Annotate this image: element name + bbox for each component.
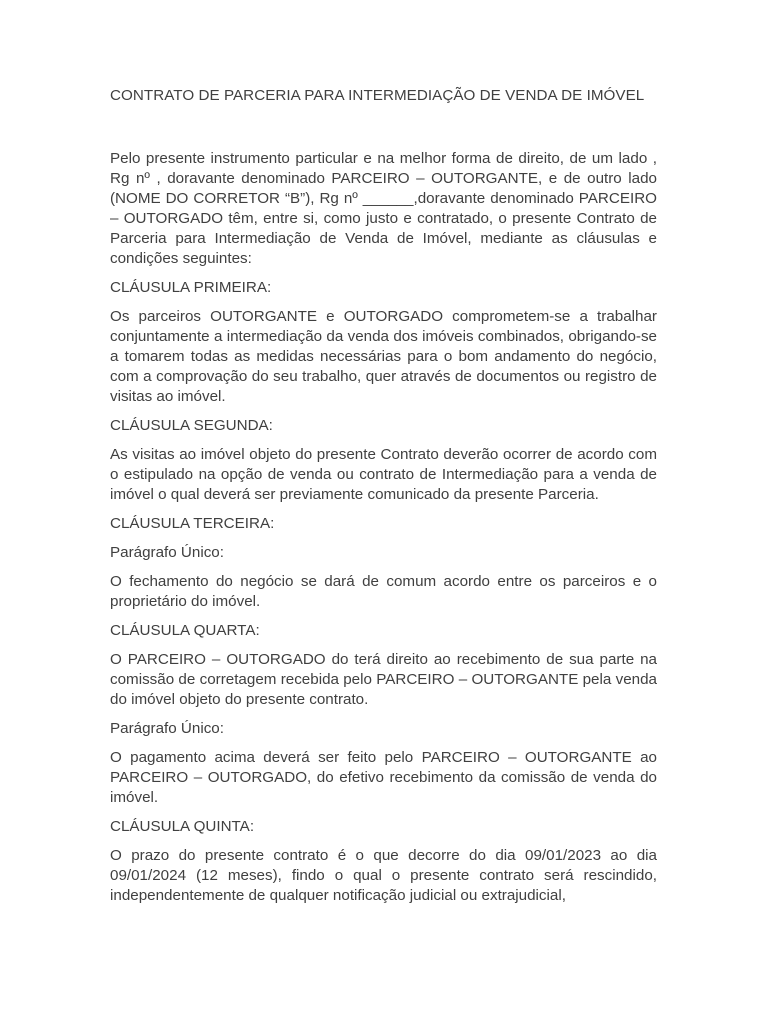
clause-heading-terceira: CLÁUSULA TERCEIRA: — [110, 515, 275, 532]
paragrafo-unico-heading: Parágrafo Único: — [110, 544, 224, 561]
clause-heading-segunda: CLÁUSULA SEGUNDA: — [110, 417, 273, 434]
clause-quinta-paragraph: O prazo do presente contrato é o que decorre do dia 09/01/2023 ao dia 09/01/2024 (12 meses), findo o qual o presente contrato será rescindido, independentemente de qualquer notificação judicial ou extrajudicial, — [110, 847, 657, 904]
clause-terceira-paragraph: O fechamento do negócio se dará de comum acordo entre os parceiros e o proprietário do imóvel. — [110, 573, 657, 610]
intro-paragraph: Pelo presente instrumento particular e na melhor forma de direito, de um lado , Rg nº , doravante denominado PARCEIRO – OUTORGANTE, e de outro lado (NOME DO CORRETOR “B”), Rg nº ______,doravante denominado PARCEIRO – OUTORGADO têm, entre si, como justo e contratado, o presente Contrato de Parceria para Intermediação de Venda de Imóvel, mediante as cláusulas e condições seguintes: — [110, 150, 657, 267]
clause-quarta-paragraph: O PARCEIRO – OUTORGADO do terá direito ao recebimento de sua parte na comissão de corretagem recebida pelo PARCEIRO – OUTORGANTE pela venda do imóvel objeto do presente contrato. — [110, 651, 657, 708]
clause-quarta-paragrafo-unico: O pagamento acima deverá ser feito pelo PARCEIRO – OUTORGANTE ao PARCEIRO – OUTORGADO, do efetivo recebimento da comissão de venda do imóvel. — [110, 749, 657, 806]
clause-primeira-paragraph: Os parceiros OUTORGANTE e OUTORGADO comprometem-se a trabalhar conjuntamente a intermediação da venda dos imóveis combinados, obrigando-se a tomarem todas as medidas necessárias para o bom andamento do negócio, com a comprovação do seu trabalho, quer através de documentos ou registro de visitas ao imóvel. — [110, 308, 657, 405]
clause-heading-quarta: CLÁUSULA QUARTA: — [110, 622, 260, 639]
clause-segunda-paragraph: As visitas ao imóvel objeto do presente Contrato deverão ocorrer de acordo com o estipulado na opção de venda ou contrato de Intermediação para a venda de imóvel o qual deverá ser previamente comunicado da presente Parceria. — [110, 446, 657, 503]
paragrafo-unico-heading: Parágrafo Único: — [110, 720, 224, 737]
document-title: CONTRATO DE PARCERIA PARA INTERMEDIAÇÃO DE VENDA DE IMÓVEL — [110, 87, 645, 104]
document-page — [110, 86, 657, 915]
clause-heading-primeira: CLÁUSULA PRIMEIRA: — [110, 279, 272, 296]
clause-heading-quinta: CLÁUSULA QUINTA: — [110, 818, 255, 835]
